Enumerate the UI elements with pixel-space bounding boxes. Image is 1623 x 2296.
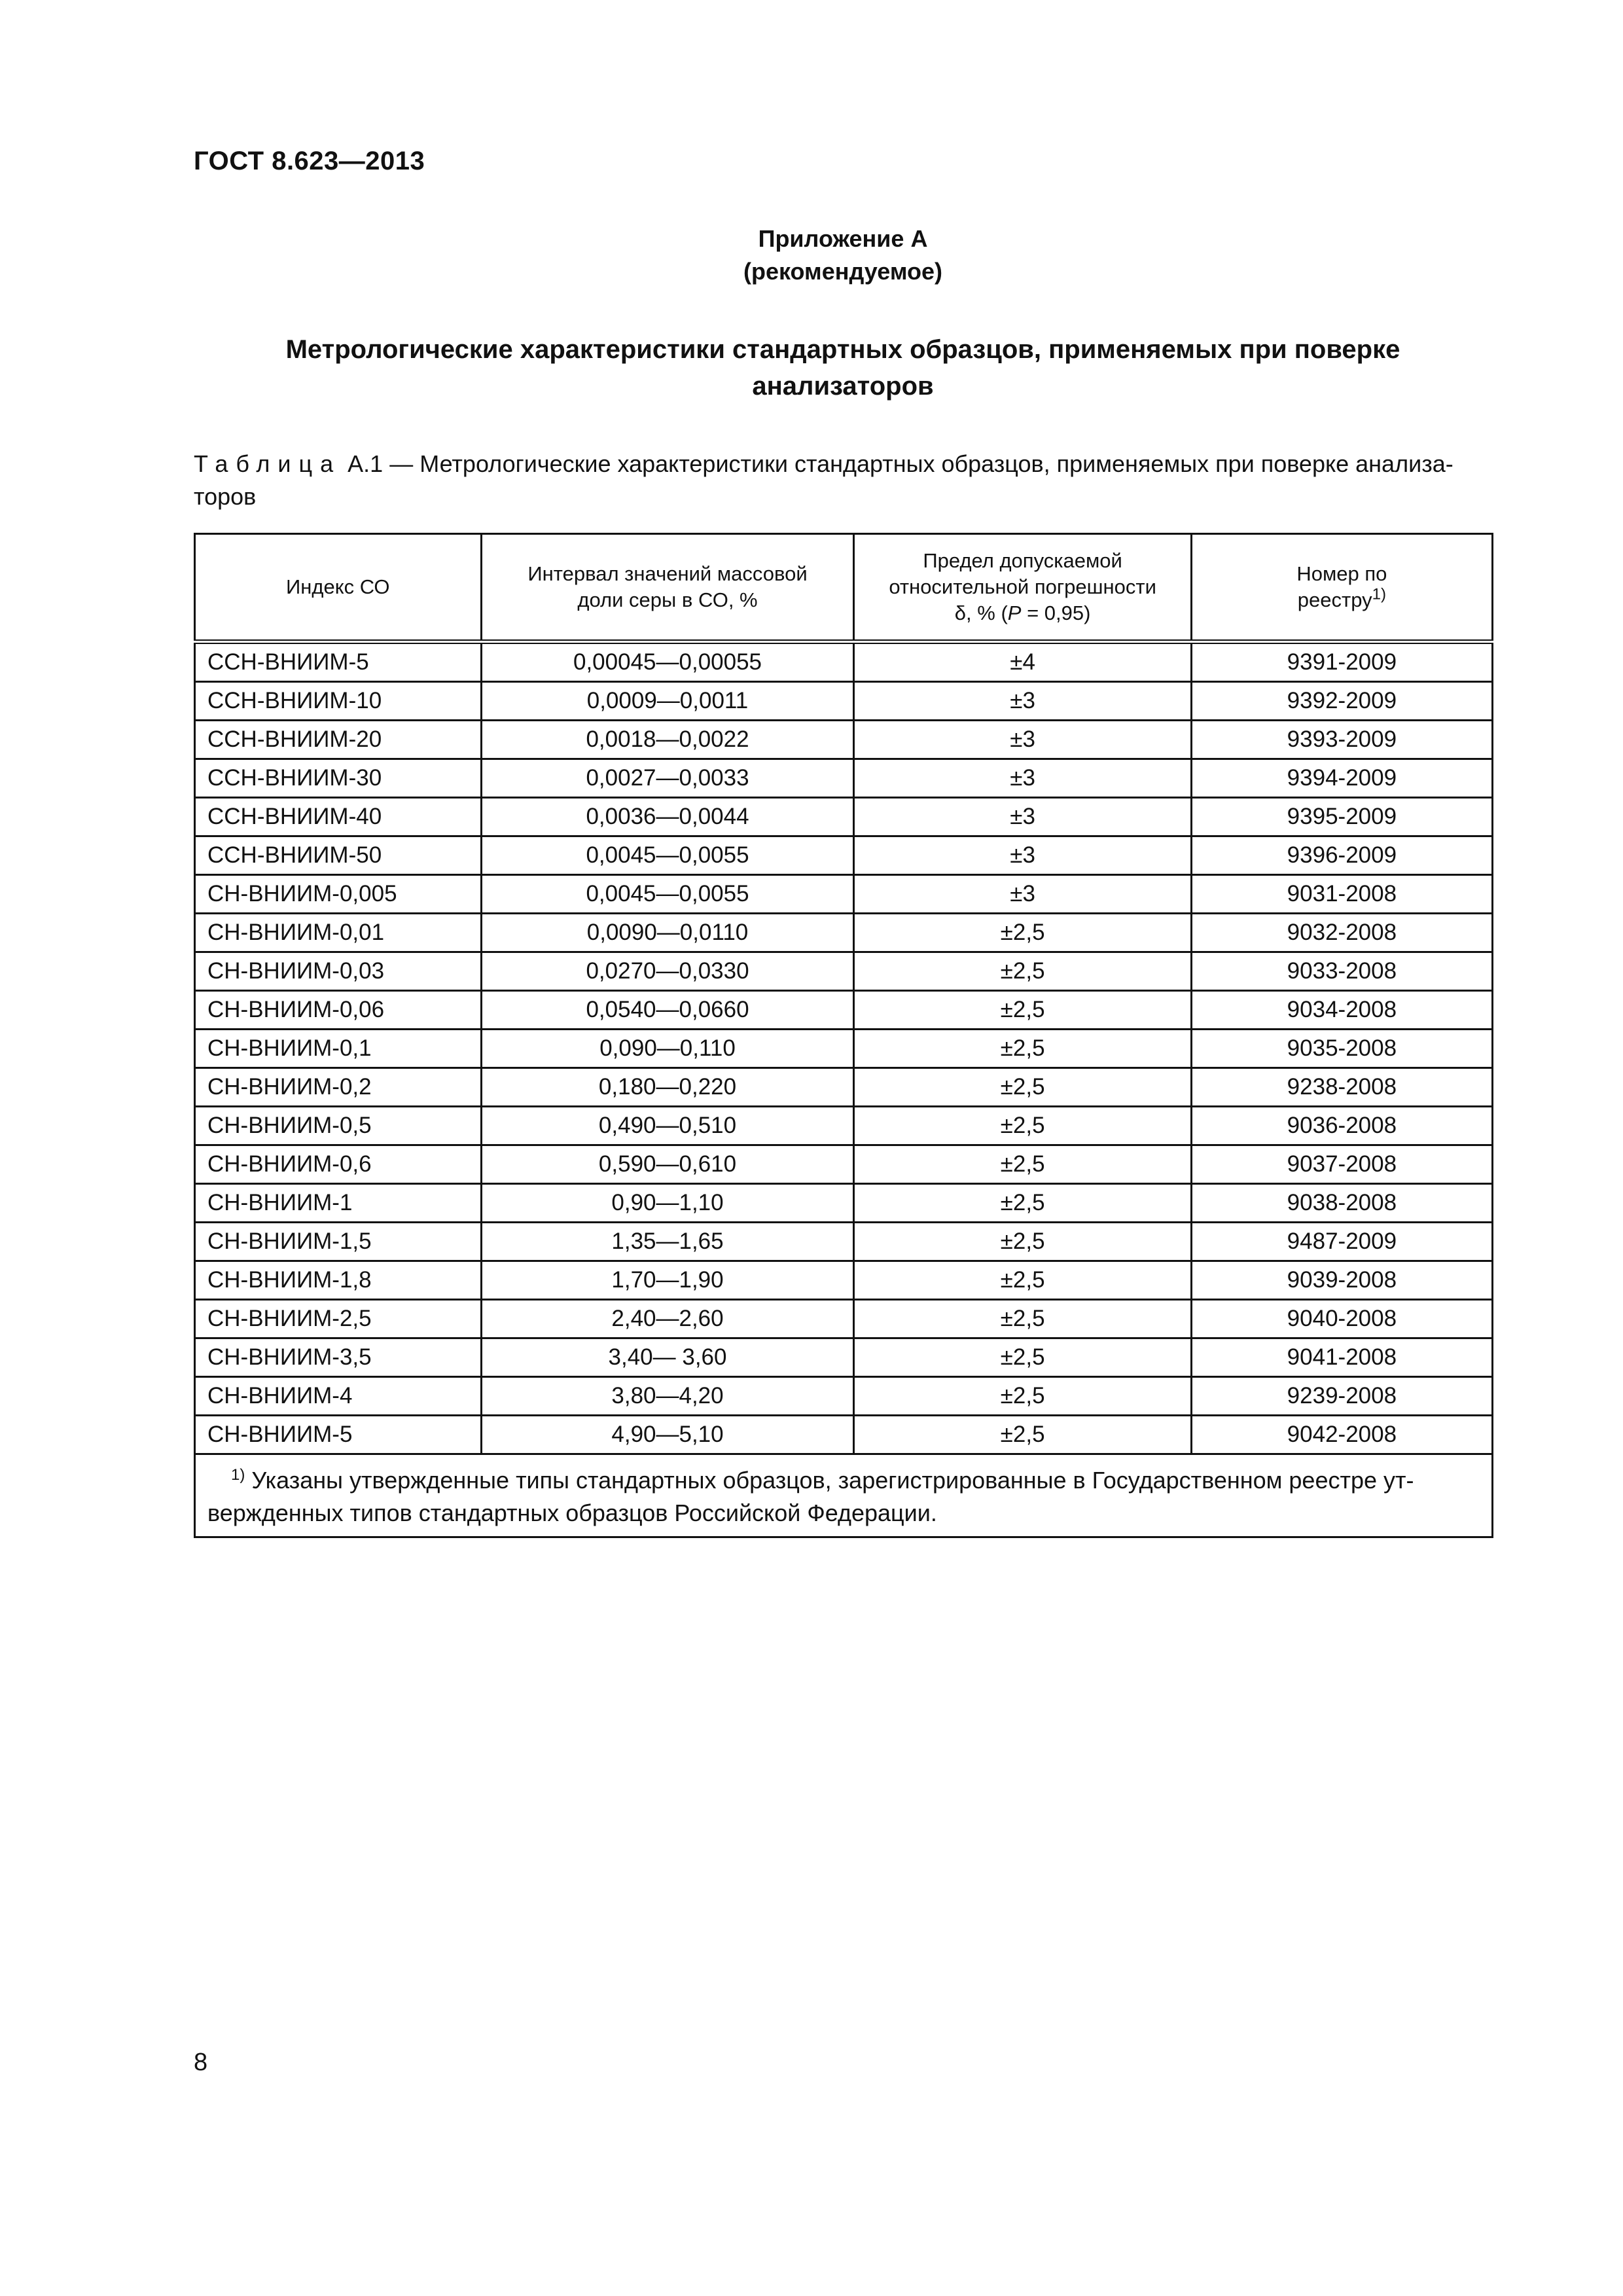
cell-error: ±3 bbox=[854, 721, 1191, 759]
cell-registry: 9396-2009 bbox=[1191, 836, 1492, 875]
cell-error: ±3 bbox=[854, 875, 1191, 914]
table-caption-label: Таблица bbox=[194, 450, 342, 477]
cell-error: ±3 bbox=[854, 836, 1191, 875]
header-index bbox=[195, 534, 482, 642]
table-row bbox=[195, 875, 1493, 914]
cell-index: ССН-ВНИИМ-20 bbox=[195, 721, 482, 759]
main-title-line2: анализаторов bbox=[752, 372, 934, 401]
cell-index: СН-ВНИИМ-0,6 bbox=[195, 1145, 482, 1184]
cell-interval: 0,00045—0,00055 bbox=[481, 642, 854, 682]
footnote-text-line1: Указаны утвержденные типы стандартных образцов, зарегистрированные в Государственном реестре ут- bbox=[245, 1467, 1414, 1494]
appendix-status: (рекомендуемое) bbox=[743, 258, 942, 285]
header-registry-line2 bbox=[1192, 587, 1491, 613]
header-interval-line2: доли серы в СО, % bbox=[577, 588, 758, 611]
cell-index: СН-ВНИИМ-0,1 bbox=[195, 1030, 482, 1068]
cell-index: ССН-ВНИИМ-5 bbox=[195, 642, 482, 682]
table-caption-line1 bbox=[194, 448, 1503, 480]
cell-interval: 0,0009—0,0011 bbox=[481, 682, 854, 721]
header-error-p: P bbox=[1007, 601, 1022, 624]
cell-index: ССН-ВНИИМ-10 bbox=[195, 682, 482, 721]
cell-error: ±4 bbox=[854, 642, 1191, 682]
table-footnote bbox=[195, 1454, 1493, 1537]
metrology-table bbox=[194, 533, 1493, 1538]
header-error-line1: Предел допускаемой bbox=[923, 549, 1122, 572]
cell-index: СН-ВНИИМ-1,5 bbox=[195, 1223, 482, 1261]
table-row bbox=[195, 1030, 1493, 1068]
header-error bbox=[854, 534, 1191, 642]
header-error-line2: относительной погрешности bbox=[889, 575, 1156, 598]
cell-index: СН-ВНИИМ-3,5 bbox=[195, 1338, 482, 1377]
cell-index: СН-ВНИИМ-0,005 bbox=[195, 875, 482, 914]
cell-error: ±2,5 bbox=[854, 1416, 1191, 1454]
page-number: 8 bbox=[194, 2049, 208, 2076]
cell-interval: 3,80—4,20 bbox=[481, 1377, 854, 1416]
cell-registry: 9034-2008 bbox=[1191, 991, 1492, 1030]
cell-interval: 0,0018—0,0022 bbox=[481, 721, 854, 759]
cell-index: СН-ВНИИМ-0,03 bbox=[195, 952, 482, 991]
cell-index: СН-ВНИИМ-1,8 bbox=[195, 1261, 482, 1300]
cell-error: ±2,5 bbox=[854, 1145, 1191, 1184]
table-caption-text: А.1 — Метрологические характеристики стандартных образцов, применяемых при поверке анализа- bbox=[348, 450, 1454, 477]
cell-registry: 9032-2008 bbox=[1191, 914, 1492, 952]
appendix-title: Приложение А bbox=[758, 225, 928, 252]
table-body bbox=[195, 642, 1493, 1454]
header-registry-label: реестру bbox=[1297, 588, 1372, 611]
table-row bbox=[195, 836, 1493, 875]
cell-interval: 0,0540—0,0660 bbox=[481, 991, 854, 1030]
cell-error: ±2,5 bbox=[854, 952, 1191, 991]
appendix-heading bbox=[194, 223, 1492, 288]
cell-interval: 4,90—5,10 bbox=[481, 1416, 854, 1454]
cell-interval: 0,590—0,610 bbox=[481, 1145, 854, 1184]
cell-index: СН-ВНИИМ-2,5 bbox=[195, 1300, 482, 1338]
cell-index: СН-ВНИИМ-0,5 bbox=[195, 1107, 482, 1145]
cell-error: ±3 bbox=[854, 682, 1191, 721]
cell-index: СН-ВНИИМ-4 bbox=[195, 1377, 482, 1416]
footnote-line1 bbox=[207, 1464, 1480, 1497]
cell-registry: 9036-2008 bbox=[1191, 1107, 1492, 1145]
table-row bbox=[195, 1223, 1493, 1261]
footnote-marker: 1) bbox=[231, 1466, 245, 1484]
table-row bbox=[195, 721, 1493, 759]
table-row bbox=[195, 642, 1493, 682]
cell-interval: 0,0045—0,0055 bbox=[481, 875, 854, 914]
cell-registry: 9394-2009 bbox=[1191, 759, 1492, 798]
cell-registry: 9392-2009 bbox=[1191, 682, 1492, 721]
table-row bbox=[195, 1300, 1493, 1338]
cell-error: ±2,5 bbox=[854, 1184, 1191, 1223]
table-row bbox=[195, 1107, 1493, 1145]
table-row bbox=[195, 1068, 1493, 1107]
footnote-line2: вержденных типов стандартных образцов Российской Федерации. bbox=[207, 1499, 937, 1526]
cell-error: ±2,5 bbox=[854, 1030, 1191, 1068]
header-registry-sup: 1) bbox=[1372, 585, 1386, 603]
cell-registry: 9038-2008 bbox=[1191, 1184, 1492, 1223]
cell-error: ±2,5 bbox=[854, 1338, 1191, 1377]
cell-error: ±2,5 bbox=[854, 1377, 1191, 1416]
table-row bbox=[195, 759, 1493, 798]
cell-error: ±2,5 bbox=[854, 991, 1191, 1030]
table-row bbox=[195, 1416, 1493, 1454]
cell-registry: 9037-2008 bbox=[1191, 1145, 1492, 1184]
cell-registry: 9040-2008 bbox=[1191, 1300, 1492, 1338]
table-caption-line2: торов bbox=[194, 483, 257, 510]
cell-registry: 9039-2008 bbox=[1191, 1261, 1492, 1300]
cell-error: ±2,5 bbox=[854, 914, 1191, 952]
header-error-line3 bbox=[855, 600, 1190, 626]
cell-interval: 0,90—1,10 bbox=[481, 1184, 854, 1223]
cell-index: ССН-ВНИИМ-40 bbox=[195, 798, 482, 836]
cell-error: ±3 bbox=[854, 798, 1191, 836]
cell-interval: 1,35—1,65 bbox=[481, 1223, 854, 1261]
document-code: ГОСТ 8.623—2013 bbox=[194, 147, 425, 175]
cell-registry: 9031-2008 bbox=[1191, 875, 1492, 914]
table-row bbox=[195, 914, 1493, 952]
table-row bbox=[195, 1338, 1493, 1377]
cell-registry: 9238-2008 bbox=[1191, 1068, 1492, 1107]
cell-error: ±2,5 bbox=[854, 1068, 1191, 1107]
cell-interval: 1,70—1,90 bbox=[481, 1261, 854, 1300]
cell-interval: 0,0090—0,0110 bbox=[481, 914, 854, 952]
table-row bbox=[195, 1184, 1493, 1223]
cell-index: СН-ВНИИМ-5 bbox=[195, 1416, 482, 1454]
cell-registry: 9239-2008 bbox=[1191, 1377, 1492, 1416]
cell-interval: 0,090—0,110 bbox=[481, 1030, 854, 1068]
cell-interval: 0,0036—0,0044 bbox=[481, 798, 854, 836]
table-header-row bbox=[195, 534, 1493, 642]
header-index-label: Индекс СО bbox=[285, 575, 390, 598]
cell-interval: 0,0270—0,0330 bbox=[481, 952, 854, 991]
cell-registry: 9391-2009 bbox=[1191, 642, 1492, 682]
header-error-rest: = 0,95) bbox=[1021, 601, 1091, 624]
table-row bbox=[195, 1145, 1493, 1184]
cell-registry: 9393-2009 bbox=[1191, 721, 1492, 759]
cell-registry: 9033-2008 bbox=[1191, 952, 1492, 991]
table-caption bbox=[194, 448, 1503, 513]
header-registry-line1: Номер по bbox=[1296, 562, 1387, 585]
header-error-delta: δ, % ( bbox=[954, 601, 1008, 624]
cell-index: ССН-ВНИИМ-30 bbox=[195, 759, 482, 798]
cell-interval: 0,0027—0,0033 bbox=[481, 759, 854, 798]
cell-index: СН-ВНИИМ-1 bbox=[195, 1184, 482, 1223]
main-title-line1: Метрологические характеристики стандартных образцов, применяемых при поверке bbox=[285, 335, 1400, 364]
cell-registry: 9035-2008 bbox=[1191, 1030, 1492, 1068]
cell-error: ±2,5 bbox=[854, 1223, 1191, 1261]
table-row bbox=[195, 952, 1493, 991]
header-interval bbox=[481, 534, 854, 642]
table-row bbox=[195, 1261, 1493, 1300]
table-row bbox=[195, 798, 1493, 836]
cell-interval: 0,0045—0,0055 bbox=[481, 836, 854, 875]
cell-index: СН-ВНИИМ-0,06 bbox=[195, 991, 482, 1030]
cell-error: ±2,5 bbox=[854, 1300, 1191, 1338]
cell-registry: 9041-2008 bbox=[1191, 1338, 1492, 1377]
cell-error: ±2,5 bbox=[854, 1107, 1191, 1145]
cell-interval: 3,40— 3,60 bbox=[481, 1338, 854, 1377]
cell-index: ССН-ВНИИМ-50 bbox=[195, 836, 482, 875]
table-row bbox=[195, 1377, 1493, 1416]
cell-error: ±3 bbox=[854, 759, 1191, 798]
cell-error: ±2,5 bbox=[854, 1261, 1191, 1300]
cell-interval: 0,490—0,510 bbox=[481, 1107, 854, 1145]
table-row bbox=[195, 682, 1493, 721]
cell-registry: 9487-2009 bbox=[1191, 1223, 1492, 1261]
header-interval-line1: Интервал значений массовой bbox=[527, 562, 808, 585]
cell-interval: 2,40—2,60 bbox=[481, 1300, 854, 1338]
main-title bbox=[194, 331, 1492, 404]
header-registry bbox=[1191, 534, 1492, 642]
table-row bbox=[195, 991, 1493, 1030]
cell-index: СН-ВНИИМ-0,2 bbox=[195, 1068, 482, 1107]
cell-registry: 9395-2009 bbox=[1191, 798, 1492, 836]
cell-registry: 9042-2008 bbox=[1191, 1416, 1492, 1454]
cell-index: СН-ВНИИМ-0,01 bbox=[195, 914, 482, 952]
footnote-row bbox=[195, 1454, 1493, 1537]
cell-interval: 0,180—0,220 bbox=[481, 1068, 854, 1107]
